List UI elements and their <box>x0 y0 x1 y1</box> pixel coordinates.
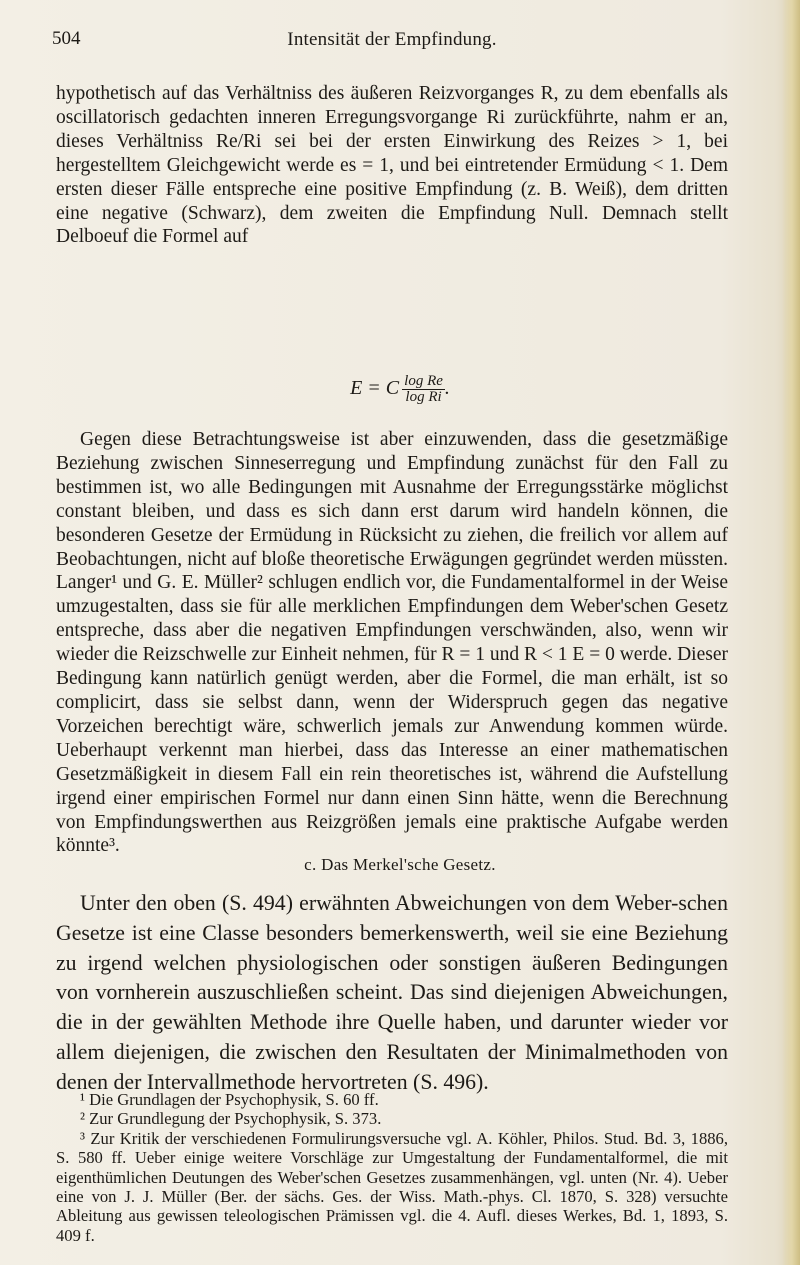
formula-fraction <box>402 374 445 405</box>
paragraph-1: hypothetisch auf das Verhältniss des äußeren Reizvorganges R, zu dem ebenfalls als oscillatorisch gedachten inneren Erregungsvorgange Ri zurückführte, nahm er an, dieses Verhältniss Re/Ri sei bei der ersten Einwirkung des Reizes > 1, bei hergestelltem Gleichgewicht werde es = 1, und bei eintretender Ermüdung < 1. Dem ersten dieser Fälle entspreche eine positive Empfindung (z. B. Weiß), dem dritten eine negative (Schwarz), dem zweiten die Empfindung Null. Demnach stellt Delboeuf die Formel auf <box>56 83 728 248</box>
paragraph-critique <box>56 428 728 858</box>
formula-trail: . <box>444 377 450 400</box>
footnote-3: ³ Zur Kritik der verschiedenen Formulirungsversuche vgl. A. Köhler, Philos. Stud. Bd. 3, 1886, S. 580 ff. Ueber einige weitere Vorschläge zur Umgestaltung der Fundamentalformel, die mit eigenthümlichen Deutungen des Weber'schen Gesetzes zusammenhängen, vgl. unten (Nr. 4). Ueber eine von J. J. Müller (Ber. der sächs. Ges. der Wiss. Math.-phys. Cl. 1870, S. 328) versuchte Ableitung aus gewissen teleologischen Prämissen vgl. die 4. Aufl. dieses Werkes, Bd. 1, 1893, S. 409 f. <box>56 1128 728 1245</box>
footnotes <box>56 1090 728 1245</box>
footnote-1: ¹ Die Grundlagen der Psychophysik, S. 60 ff. <box>80 1090 379 1109</box>
page-number: 504 <box>52 28 81 49</box>
formula <box>0 374 800 405</box>
paragraph-3: Unter den oben (S. 494) erwähnten Abweichungen von dem Weber-schen Gesetze ist eine Classe besonders bemerkenswerth, weil sie eine Beziehung zu irgend welchen physiologischen oder sonstigen äußeren Bedingungen von vornherein auszuschließen scheint. Das sind diejenigen Abweichungen, die in der gewählten Methode ihre Quelle haben, und darunter wieder vor allem diejenigen, die zwischen den Resultaten der Minimalmethoden von denen der Intervallmethode hervortreten (S. 496). <box>56 891 728 1094</box>
paragraph-2: Gegen diese Betrachtungsweise ist aber einzuwenden, dass die gesetzmäßige Beziehung zwischen Sinneserregung und Empfindung zunächst für den Fall zu bestimmen ist, wo alle Bedingungen mit Ausnahme der Erregungsstärke möglichst constant bleiben, und dass es sich dann erst darum wird handeln können, die besonderen Gesetze der Ermüdung in Rücksicht zu ziehen, die freilich vor allem auf Beobachtungen, nicht auf bloße theoretische Erwägungen gegründet werden müssten. Langer¹ und G. E. Müller² schlugen endlich vor, die Fundamentalformel in der Weise umzugestalten, dass sie für alle merklichen Empfindungen dem Weber'schen Gesetz entspreche, dass aber die negativen Empfindungen verschwänden, also, wenn wir wieder die Reizschwelle zur Einheit nehmen, für R = 1 und R < 1 E = 0 werde. Dieser Bedingung kann natürlich genügt werden, aber die Formel, die man erhält, ist so complicirt, dass sie selbst dann, wenn der Widerspruch gegen das negative Vorzeichen berechtigt wäre, schwerlich jemals zur Anwendung kommen würde. Ueberhaupt verkennt man hierbei, dass das Interesse an einer mathematischen Gesetzmäßigkeit in diesem Fall ein rein theoretisches ist, während die Aufstellung irgend einer empirischen Formel nur dann einen Sinn hätte, wenn die Berechnung von Empfindungswerthen aus Reizgrößen jemals eine praktische Aufgabe werden könnte³. <box>56 429 728 857</box>
page-edge <box>782 0 800 1265</box>
formula-denominator: log Ri <box>405 389 442 405</box>
paragraph-section <box>56 889 728 1098</box>
formula-lhs: E = C <box>350 377 400 400</box>
page-header <box>52 26 732 56</box>
footnote-2: ² Zur Grundlegung der Psychophysik, S. 373. <box>80 1109 382 1129</box>
section-heading: c. Das Merkel'sche Gesetz. <box>304 855 496 874</box>
paragraph-continuation <box>56 82 728 249</box>
running-title: Intensität der Empfindung. <box>287 29 497 50</box>
formula-numerator: log Re <box>404 373 443 389</box>
